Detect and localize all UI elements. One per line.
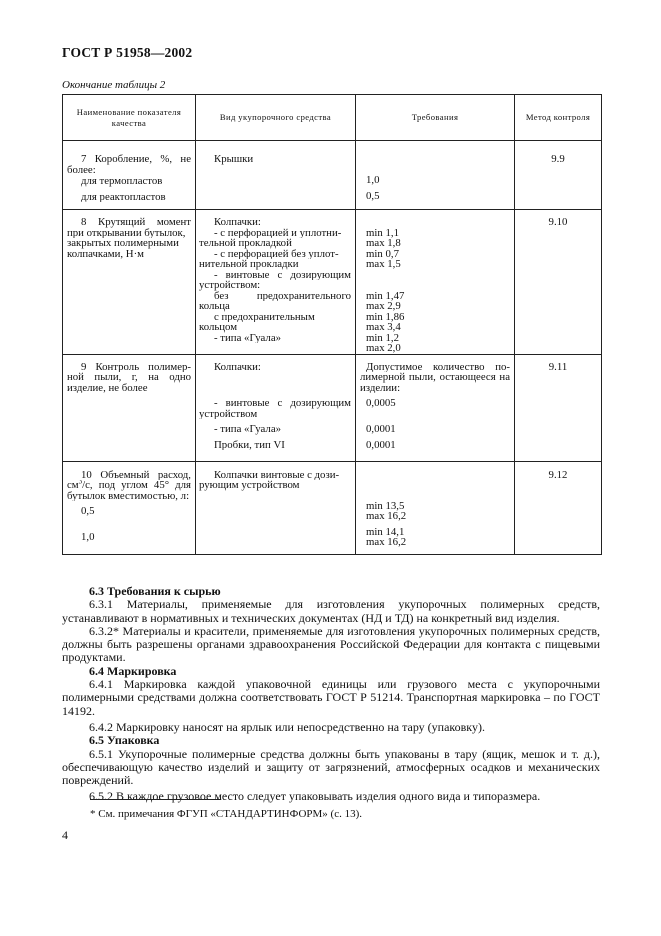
col-header-method: Метод контроля <box>515 95 602 141</box>
col-header-name: Наименование показателя качества <box>63 95 196 141</box>
row8-req-5: min 1,47 <box>366 290 405 301</box>
row10-req-4: max 16,2 <box>366 537 407 548</box>
footnote: * См. примечания ФГУП «СТАНДАРТИНФОРМ» (с. 13). <box>90 808 362 820</box>
row10-name-3: бутылок вместимостью, л: <box>67 490 190 501</box>
row10-type-1: Колпачки винтовые с дози- <box>214 469 340 480</box>
table-row <box>63 354 602 461</box>
row7-name: 7 Коробление, %, не более: <box>67 154 191 176</box>
footnote-separator <box>90 799 220 800</box>
row10-vol-2: 1,0 <box>81 532 95 543</box>
row8-req-9: min 1,2 <box>366 332 399 343</box>
table-row <box>63 141 602 210</box>
row7-name-sub1: для термопластов <box>81 176 163 187</box>
paragraph-6-4-2: 6.4.2 Маркировку наносят на ярлык или непосредственно на тару (упаковку). <box>89 719 485 734</box>
section-heading-6-5: 6.5 Упаковка <box>89 733 160 748</box>
row10-req-2: max 16,2 <box>366 511 407 522</box>
row7-req-2: 0,5 <box>366 190 380 201</box>
row9-method: 9.11 <box>548 361 568 372</box>
row8-name-3: закрытых полимерными <box>67 238 179 249</box>
row9-type-1: Колпачки: <box>214 361 261 372</box>
row8-req-3: min 0,7 <box>366 248 399 259</box>
row9-req-3: изделии: <box>360 382 401 393</box>
row8-type-5: нительной прокладки <box>199 259 299 270</box>
row8-type-8: без предохранительного <box>214 290 351 301</box>
requirements-table <box>62 94 602 555</box>
row7-method: 9.9 <box>551 154 565 165</box>
row8-type-6: - винтовые с дозирующим <box>214 269 351 280</box>
table-row <box>63 461 602 555</box>
row9-name-1: 9 Контроль полимер- <box>81 361 191 372</box>
row8-name-1: 8 Крутящий момент <box>81 217 191 228</box>
row8-method: 9.10 <box>548 217 568 228</box>
row7-type: Крышки <box>214 154 254 165</box>
col-header-requirements: Требования <box>356 95 515 141</box>
row9-name-2: ной пыли, г, на одно <box>67 372 191 383</box>
col-header-type: Вид укупорочного средства <box>196 95 356 141</box>
row10-req-1: min 13,5 <box>366 500 405 511</box>
row9-req-6: 0,0001 <box>366 439 396 450</box>
row8-req-7: min 1,86 <box>366 311 405 322</box>
table-caption: Окончание таблицы 2 <box>62 79 166 91</box>
document-header: ГОСТ Р 51958—2002 <box>62 45 193 60</box>
row9-type-3: устройством <box>199 408 258 419</box>
row9-name-3: изделие, не более <box>67 382 148 393</box>
row8-req-8: max 3,4 <box>366 322 401 333</box>
paragraph-6-4-1: 6.4.1 Маркировка каждой упаковочной единицы или грузового места с укупорочными полимерными средствами должна соответствовать ГОСТ Р 51214. Транспортная маркировка – по ГОСТ 14192. <box>62 677 600 718</box>
row8-type-3: тельной прокладкой <box>199 238 292 249</box>
row8-req-1: min 1,1 <box>366 227 399 238</box>
row10-type-2: рующим устройством <box>199 480 300 491</box>
row8-type-9: кольца <box>199 301 230 312</box>
row8-type-1: Колпачки: <box>214 217 261 228</box>
row10-name-1: 10 Объемный расход, <box>81 469 191 480</box>
row9-type-2: - винтовые с дозирующим <box>214 398 351 409</box>
row10-name-2 <box>63 480 195 491</box>
table-header-row <box>63 95 602 141</box>
body-text <box>62 585 600 804</box>
row8-type-10: с предохранительным <box>214 311 315 322</box>
section-heading-6-4: 6.4 Маркировка <box>89 663 177 678</box>
row10-vol-1: 0,5 <box>81 506 95 517</box>
row8-type-4: - с перфорацией без уплот- <box>214 248 339 259</box>
row8-type-7: устройством: <box>199 280 261 291</box>
section-heading-6-3: 6.3 Требования к сырью <box>89 584 221 598</box>
row9-type-4: - типа «Гуала» <box>214 424 282 435</box>
row10-req-3: min 14,1 <box>366 526 405 537</box>
paragraph-6-3-1: 6.3.1 Материалы, применяемые для изготовления укупорочных полимерных средств, устанавливают в нормативных и технических документах (НД и ТД) на конкретный вид изделия. <box>62 597 600 625</box>
row9-req-5: 0,0001 <box>366 424 396 435</box>
row8-name-2: при открывании бутылок, <box>67 227 186 238</box>
row8-type-12: - типа «Гуала» <box>214 332 282 343</box>
row10-unit-exp: 3 <box>78 480 83 486</box>
row9-type-5: Пробки, тип VI <box>214 439 285 450</box>
paragraph-6-3-2: 6.3.2* Материалы и красители, применяемые для изготовления укупорочных полимерных средств, должны быть разрешены органами здравоохранения Российской Федерации для контакта с пищевыми продуктами. <box>62 623 600 665</box>
paragraph-6-5-2: 6.5.2 В каждое грузовое место следует упаковывать изделия одного вида и типоразмера. <box>89 789 541 804</box>
row7-name-sub2: для реактопластов <box>81 191 166 202</box>
row8-type-2: - с перфорацией и уплотни- <box>214 227 342 238</box>
row10-unit: см <box>67 480 79 491</box>
row8-req-2: max 1,8 <box>366 238 401 249</box>
row9-req-1: Допустимое количество по- <box>366 361 510 372</box>
row7-req-1: 1,0 <box>366 175 380 186</box>
row9-req-4: 0,0005 <box>366 398 396 409</box>
paragraph-6-5-1: 6.5.1 Укупорочные полимерные средства должны быть упакованы в тару (ящик, мешок и т. д.), обеспечивающую качество изделий и защиту от загрязнений, атмосферных осадков и механических повреждений. <box>62 746 600 788</box>
row8-type-11: кольцом <box>199 322 238 333</box>
row9-req-2: лимерной пыли, остающееся на <box>360 372 510 383</box>
table-row <box>63 210 602 355</box>
row8-req-10: max 2,0 <box>366 343 401 354</box>
page-number: 4 <box>62 828 68 842</box>
row8-req-4: max 1,5 <box>366 259 401 270</box>
row8-req-6: max 2,9 <box>366 301 401 312</box>
row10-method: 9.12 <box>548 469 568 480</box>
row8-name-4: колпачками, Н·м <box>67 248 145 259</box>
row10-name-2-rest: /с, под углом 45° для <box>82 480 191 491</box>
